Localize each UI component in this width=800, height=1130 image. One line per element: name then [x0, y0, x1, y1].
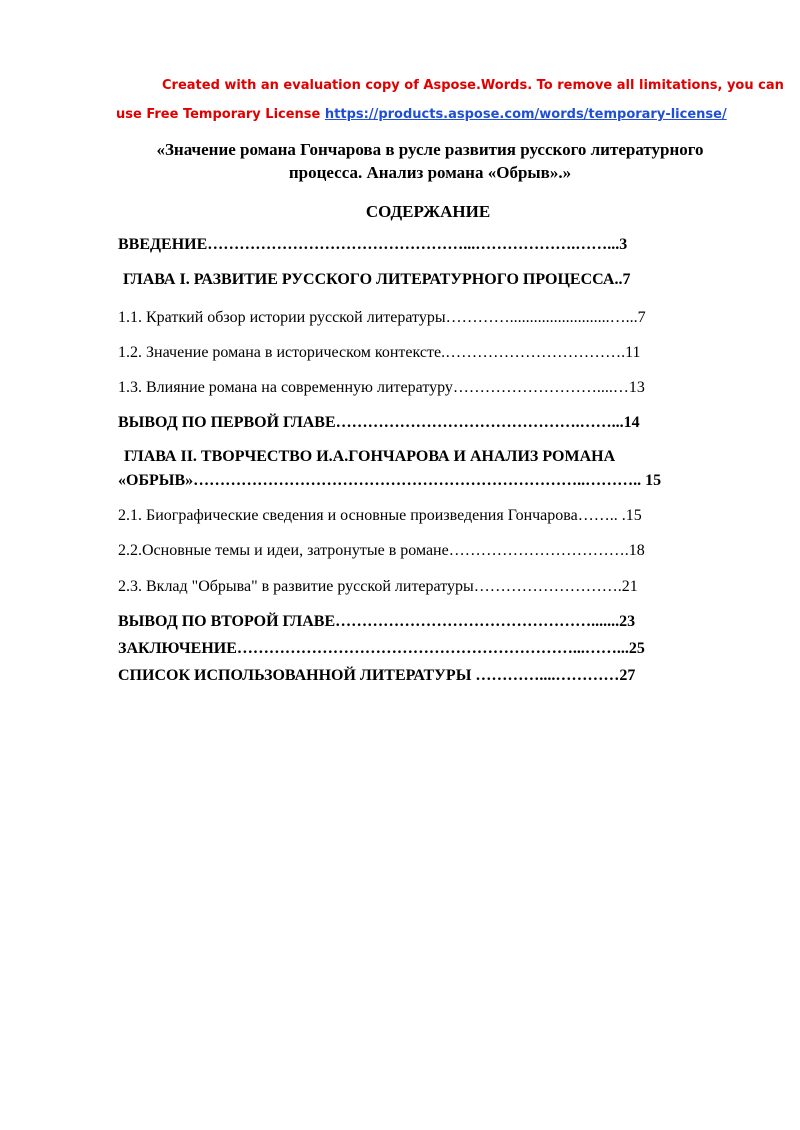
toc-entry-1-1: 1.1. Краткий обзор истории русской литературы………….........................…...7	[118, 309, 646, 326]
document-title	[110, 138, 750, 184]
toc-entry-2-1: 2.1. Биографические сведения и основные произведения Гончарова…….. .15	[118, 507, 642, 524]
title-line-1: «Значение романа Гончарова в русле развития русского литературного	[156, 140, 704, 159]
toc-entry-conclusion-chapter-2: ВЫВОД ПО ВТОРОЙ ГЛАВЕ………………………………………….......23	[118, 613, 636, 630]
toc-entry-2-2: 2.2.Основные темы и идеи, затронутые в романе…………………………….18	[118, 542, 645, 559]
toc-entry-chapter-2	[118, 445, 740, 493]
toc-entry-chapter-1: ГЛАВА I. РАЗВИТИЕ РУССКОГО ЛИТЕРАТУРНОГО ПРОЦЕССА..7	[123, 271, 631, 288]
toc-entry-references: СПИСОК ИСПОЛЬЗОВАННОЙ ЛИТЕРАТУРЫ …………....…………27	[118, 667, 636, 684]
toc-entry-conclusion-chapter-1: ВЫВОД ПО ПЕРВОЙ ГЛАВЕ……………………………………….……...14	[118, 414, 640, 431]
toc-entry-1-2: 1.2. Значение романа в историческом контексте.…………………………….11	[118, 344, 641, 361]
toc-entry-1-3: 1.3. Влияние романа на современную литературу………………………....…13	[118, 379, 645, 396]
evaluation-notice-line2	[116, 107, 727, 122]
toc-entry-2-3: 2.3. Вклад "Обрыва" в развитие русской литературы……………………….21	[118, 578, 638, 595]
toc-entry-introduction: ВВЕДЕНИЕ…………………………………………...……………….……...3	[118, 236, 628, 253]
toc-entry-chapter-2-line-2: «ОБРЫВ»………………………………………………………………..……….. 15	[118, 472, 662, 489]
license-label: use Free Temporary License	[116, 107, 325, 122]
toc-heading: СОДЕРЖАНИЕ	[365, 202, 491, 221]
temporary-license-link[interactable]: https://products.aspose.com/words/temporary-license/	[324, 107, 727, 122]
toc-entry-chapter-2-line-1: ГЛАВА II. ТВОРЧЕСТВО И.А.ГОНЧАРОВА И АНАЛИЗ РОМАНА	[124, 448, 616, 465]
title-line-2: процесса. Анализ романа «Обрыв».»	[288, 163, 572, 182]
toc-entry-conclusion: ЗАКЛЮЧЕНИЕ………………………………………………………...……...25	[118, 640, 645, 657]
evaluation-notice-line1: Created with an evaluation copy of Aspose.Words. To remove all limitations, you can	[162, 78, 784, 93]
